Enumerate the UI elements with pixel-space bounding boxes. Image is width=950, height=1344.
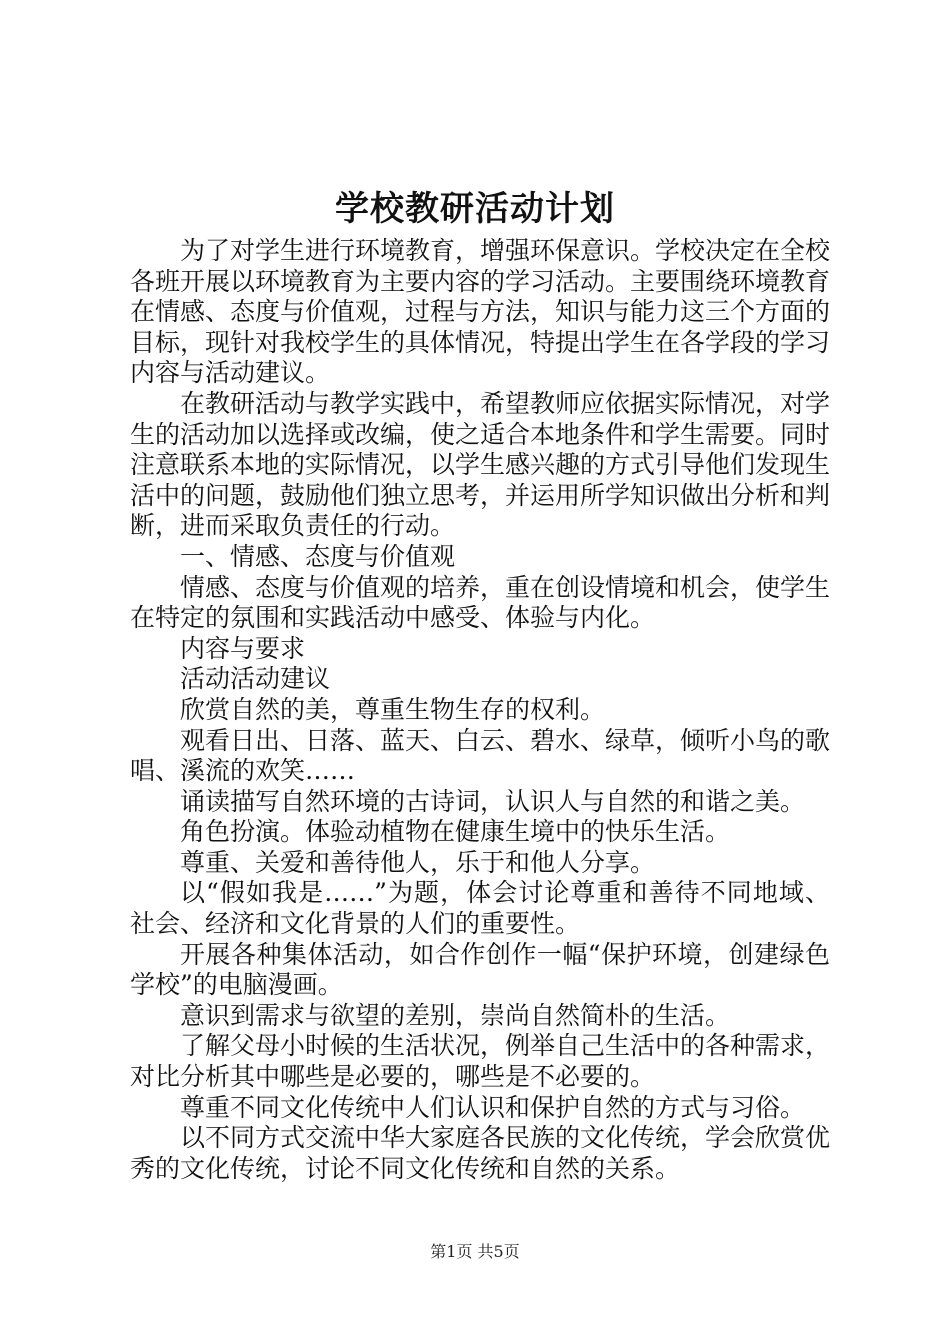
paragraph: 开展各种集体活动，如合作创作一幅“保护环境，创建绿色学校”的电脑漫画。 [130, 939, 830, 1000]
paragraph: 诵读描写自然环境的古诗词，认识人与自然的和谐之美。 [180, 786, 806, 816]
paragraph: 在教研活动与教学实践中，希望教师应依据实际情况，对学生的活动加以选择或改编，使之适合本地条件和学生需要。同时注意联系本地的实际情况，以学生感兴趣的方式引导他们发现生活中的问题，鼓励他们独立思考，并运用所学知识做出分析和判断，进而采取负责任的行动。 [130, 388, 831, 541]
paragraph: 意识到需求与欲望的差别，崇尚自然简朴的生活。 [180, 1000, 731, 1030]
paragraph: 尊重、关爱和善待他人，乐于和他人分享。 [180, 847, 656, 877]
paragraph: 角色扮演。体验动植物在健康生境中的快乐生活。 [180, 817, 731, 847]
paragraph: 以不同方式交流中华大家庭各民族的文化传统，学会欣赏优秀的文化传统，讨论不同文化传统和自然的关系。 [130, 1123, 831, 1183]
document-title: 学校教研活动计划 [335, 189, 615, 229]
section-heading: 一、情感、态度与价值观 [180, 541, 456, 571]
paragraph: 以“假如我是……”为题，体会讨论尊重和善待不同地域、社会、经济和文化背景的人们的重要性。 [130, 878, 830, 939]
paragraph: 情感、态度与价值观的培养，重在创设情境和机会，使学生在特定的氛围和实践活动中感受、体验与内化。 [130, 572, 831, 633]
paragraph: 内容与要求 [180, 633, 306, 663]
paragraph: 观看日出、日落、蓝天、白云、碧水、绿草，倾听小鸟的歌唱、溪流的欢笑…… [130, 725, 831, 786]
paragraph: 了解父母小时候的生活状况，例举自己生活中的各种需求，对比分析其中哪些是必要的，哪些是不必要的。 [130, 1031, 831, 1092]
paragraph: 为了对学生进行环境教育，增强环保意识。学校决定在全校各班开展以环境教育为主要内容的学习活动。主要围绕环境教育在情感、态度与价值观，过程与方法，知识与能力这三个方面的目标，现针对我校学生的具体情况，特提出学生在各学段的学习内容与活动建议。 [130, 236, 831, 388]
paragraph: 欣赏自然的美，尊重生物生存的权利。 [180, 694, 606, 724]
document-body [130, 236, 830, 1184]
page-number: 第1页 共5页 [430, 1242, 520, 1261]
paragraph: 尊重不同文化传统中人们认识和保护自然的方式与习俗。 [180, 1092, 806, 1122]
paragraph: 活动活动建议 [180, 664, 331, 694]
